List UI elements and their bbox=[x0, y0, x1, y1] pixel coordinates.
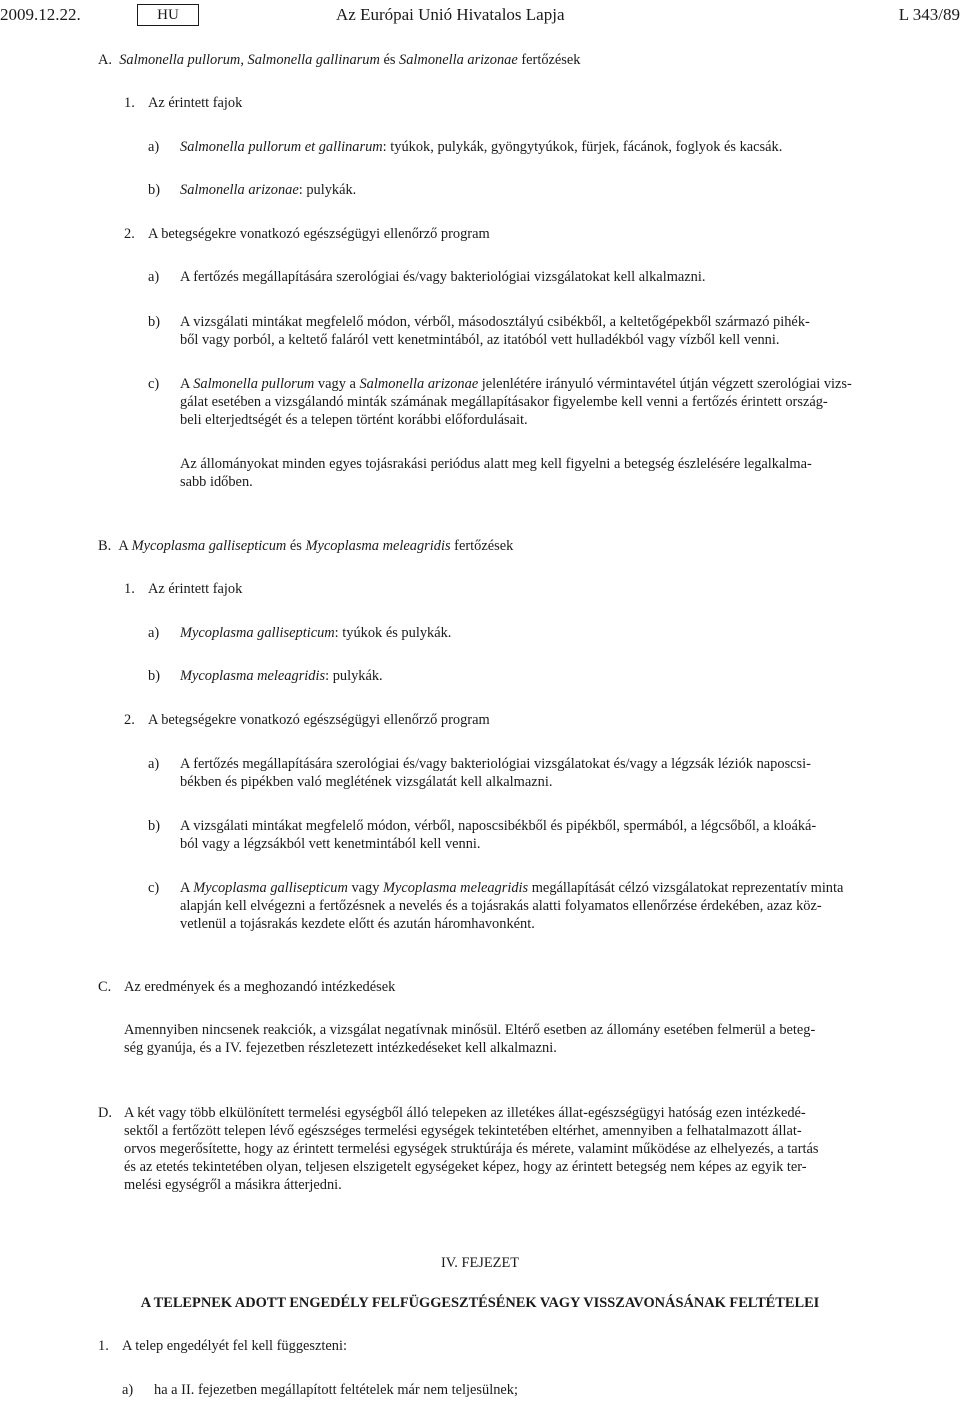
a2c-line3: beli elterjedtségét és a telepen történt korábbi előfordulásait. bbox=[180, 412, 528, 428]
b1a-label: a) bbox=[148, 625, 160, 641]
a2b-line2: ből vagy porból, a keltető faláról vett kenetmintából, az itatóból vett hulladékból vagy vízből kell venni. bbox=[180, 332, 780, 348]
b2-label: 2. bbox=[124, 712, 135, 728]
page-number: L 343/89 bbox=[898, 5, 960, 24]
a2c-extra-line1: Az állományokat minden egyes tojásrakási periódus alatt meg kell figyelni a betegség észlelésére legalkalma- bbox=[180, 456, 812, 472]
a2c-extra-line2: sabb időben. bbox=[180, 474, 253, 490]
a1b-text: Salmonella arizonae: pulykák. bbox=[180, 182, 357, 198]
b1b-label: b) bbox=[148, 668, 160, 684]
c-line1: Amennyiben nincsenek reakciók, a vizsgálat negatívnak minősül. Eltérő esetben az állomány esetében felmerül a beteg- bbox=[124, 1022, 816, 1038]
ch1a-text: ha a II. fejezetben megállapított feltételek már nem teljesülnek; bbox=[154, 1382, 518, 1398]
a2-text: A betegségekre vonatkozó egészségügyi ellenőrző program bbox=[148, 226, 490, 242]
b2b-line1: A vizsgálati mintákat megfelelő módon, vérből, naposcsibékből és pipékből, spermából, a légcsőből, a kloáká- bbox=[180, 818, 817, 834]
b1a-text: Mycoplasma gallisepticum: tyúkok és pulykák. bbox=[180, 625, 452, 641]
b2a-line1: A fertőzés megállapítására szerológiai és/vagy bakteriológiai vizsgálatokat és/vagy a légzsák léziók naposcsi- bbox=[180, 756, 811, 772]
ch1-label: 1. bbox=[98, 1338, 109, 1354]
c-title: Az eredmények és a meghozandó intézkedések bbox=[124, 979, 396, 995]
a2-label: 2. bbox=[124, 226, 135, 242]
a1a-text: Salmonella pullorum et gallinarum: tyúkok, pulykák, gyöngytyúkok, fürjek, fácánok, foglyok és kacsák. bbox=[180, 139, 783, 155]
b2c-line3: vetlenül a tojásrakás kezdete előtt és azután háromhavonként. bbox=[180, 916, 535, 932]
language-box: HU bbox=[137, 4, 199, 26]
b2c-label: c) bbox=[148, 880, 160, 896]
b2b-line2: ból vagy a légzsákból vett kenetmintából kell venni. bbox=[180, 836, 481, 852]
d-label: D. bbox=[98, 1105, 112, 1121]
b2c-line2: alapján kell elvégezni a fertőzésnek a nevelés és a tojásrakás alatti folyamatos ellenőrzése érdekében, azaz köz- bbox=[180, 898, 822, 914]
a2a-text: A fertőzés megállapítására szerológiai és/vagy bakteriológiai vizsgálatokat kell alkalmazni. bbox=[180, 269, 706, 285]
a1-text: Az érintett fajok bbox=[148, 95, 243, 111]
b2b-label: b) bbox=[148, 818, 160, 834]
header-date: 2009.12.22. bbox=[0, 5, 81, 24]
a2a-label: a) bbox=[148, 269, 160, 285]
b2a-line2: békben és pipékben való meglétének vizsgálatát kell alkalmazni. bbox=[180, 774, 553, 790]
chapter-number: IV. FEJEZET bbox=[440, 1255, 520, 1271]
d-line2: sektől a fertőzött telepen lévő egészséges termelési egységek tekintetében eltérhet, amennyiben a felhatalmazott állat- bbox=[124, 1123, 802, 1139]
c-line2: ség gyanúja, és a IV. fejezetben részletezett intézkedéseket kell alkalmazni. bbox=[124, 1040, 557, 1056]
b1b-text: Mycoplasma meleagridis: pulykák. bbox=[180, 668, 383, 684]
b2-text: A betegségekre vonatkozó egészségügyi ellenőrző program bbox=[148, 712, 490, 728]
a2b-line1: A vizsgálati mintákat megfelelő módon, vérből, másodosztályú csibékből, a keltetőgépekből származó pihék- bbox=[180, 314, 810, 330]
section-a-heading: A. Salmonella pullorum, Salmonella gallinarum és Salmonella arizonae fertőzések bbox=[98, 52, 581, 68]
a2b-label: b) bbox=[148, 314, 160, 330]
a2c-label: c) bbox=[148, 376, 160, 392]
ch1a-label: a) bbox=[122, 1382, 134, 1398]
page-header bbox=[0, 4, 960, 26]
b2a-label: a) bbox=[148, 756, 160, 772]
a2c-line1: A Salmonella pullorum vagy a Salmonella arizonae jelenlétére irányuló vérmintavétel útján végzett szerológiai vizs- bbox=[180, 376, 852, 392]
journal-title: Az Európai Unió Hivatalos Lapja bbox=[336, 5, 565, 24]
b2c-line1: A Mycoplasma gallisepticum vagy Mycoplasma meleagridis megállapítását célzó vizsgálatokat reprezentatív minta bbox=[180, 880, 844, 896]
c-label: C. bbox=[98, 979, 112, 995]
d-line4: és az etetés tekintetében olyan, teljesen elszigetelt egységeket képez, hogy az érintett betegség nem képes az egyik ter- bbox=[124, 1159, 807, 1175]
a1-label: 1. bbox=[124, 95, 135, 111]
a2c-line2: gálat esetében a vizsgálandó minták számának megállapításakor figyelembe kell venni a fertőzés érintett ország- bbox=[180, 394, 828, 410]
a1a-label: a) bbox=[148, 139, 160, 155]
d-line1: A két vagy több elkülönített termelési egységből álló telepeken az illetékes állat-egészségügyi hatóság ezen intézkedé- bbox=[124, 1105, 806, 1121]
b1-label: 1. bbox=[124, 581, 135, 597]
b1-text: Az érintett fajok bbox=[148, 581, 243, 597]
d-line3: orvos megerősítette, hogy az érintett termelési egységek struktúrája és mérete, valamint működése az elhelyezés, a tartás bbox=[124, 1141, 819, 1157]
a1b-label: b) bbox=[148, 182, 160, 198]
ch1-text: A telep engedélyét fel kell függeszteni: bbox=[122, 1338, 347, 1354]
chapter-title: A TELEPNEK ADOTT ENGEDÉLY FELFÜGGESZTÉSÉNEK VAGY VISSZAVONÁSÁNAK FELTÉTELEI bbox=[140, 1295, 820, 1311]
d-line5: melési egységről a másikra átterjedni. bbox=[124, 1177, 342, 1193]
section-b-heading: B. A Mycoplasma gallisepticum és Mycoplasma meleagridis fertőzések bbox=[98, 538, 514, 554]
